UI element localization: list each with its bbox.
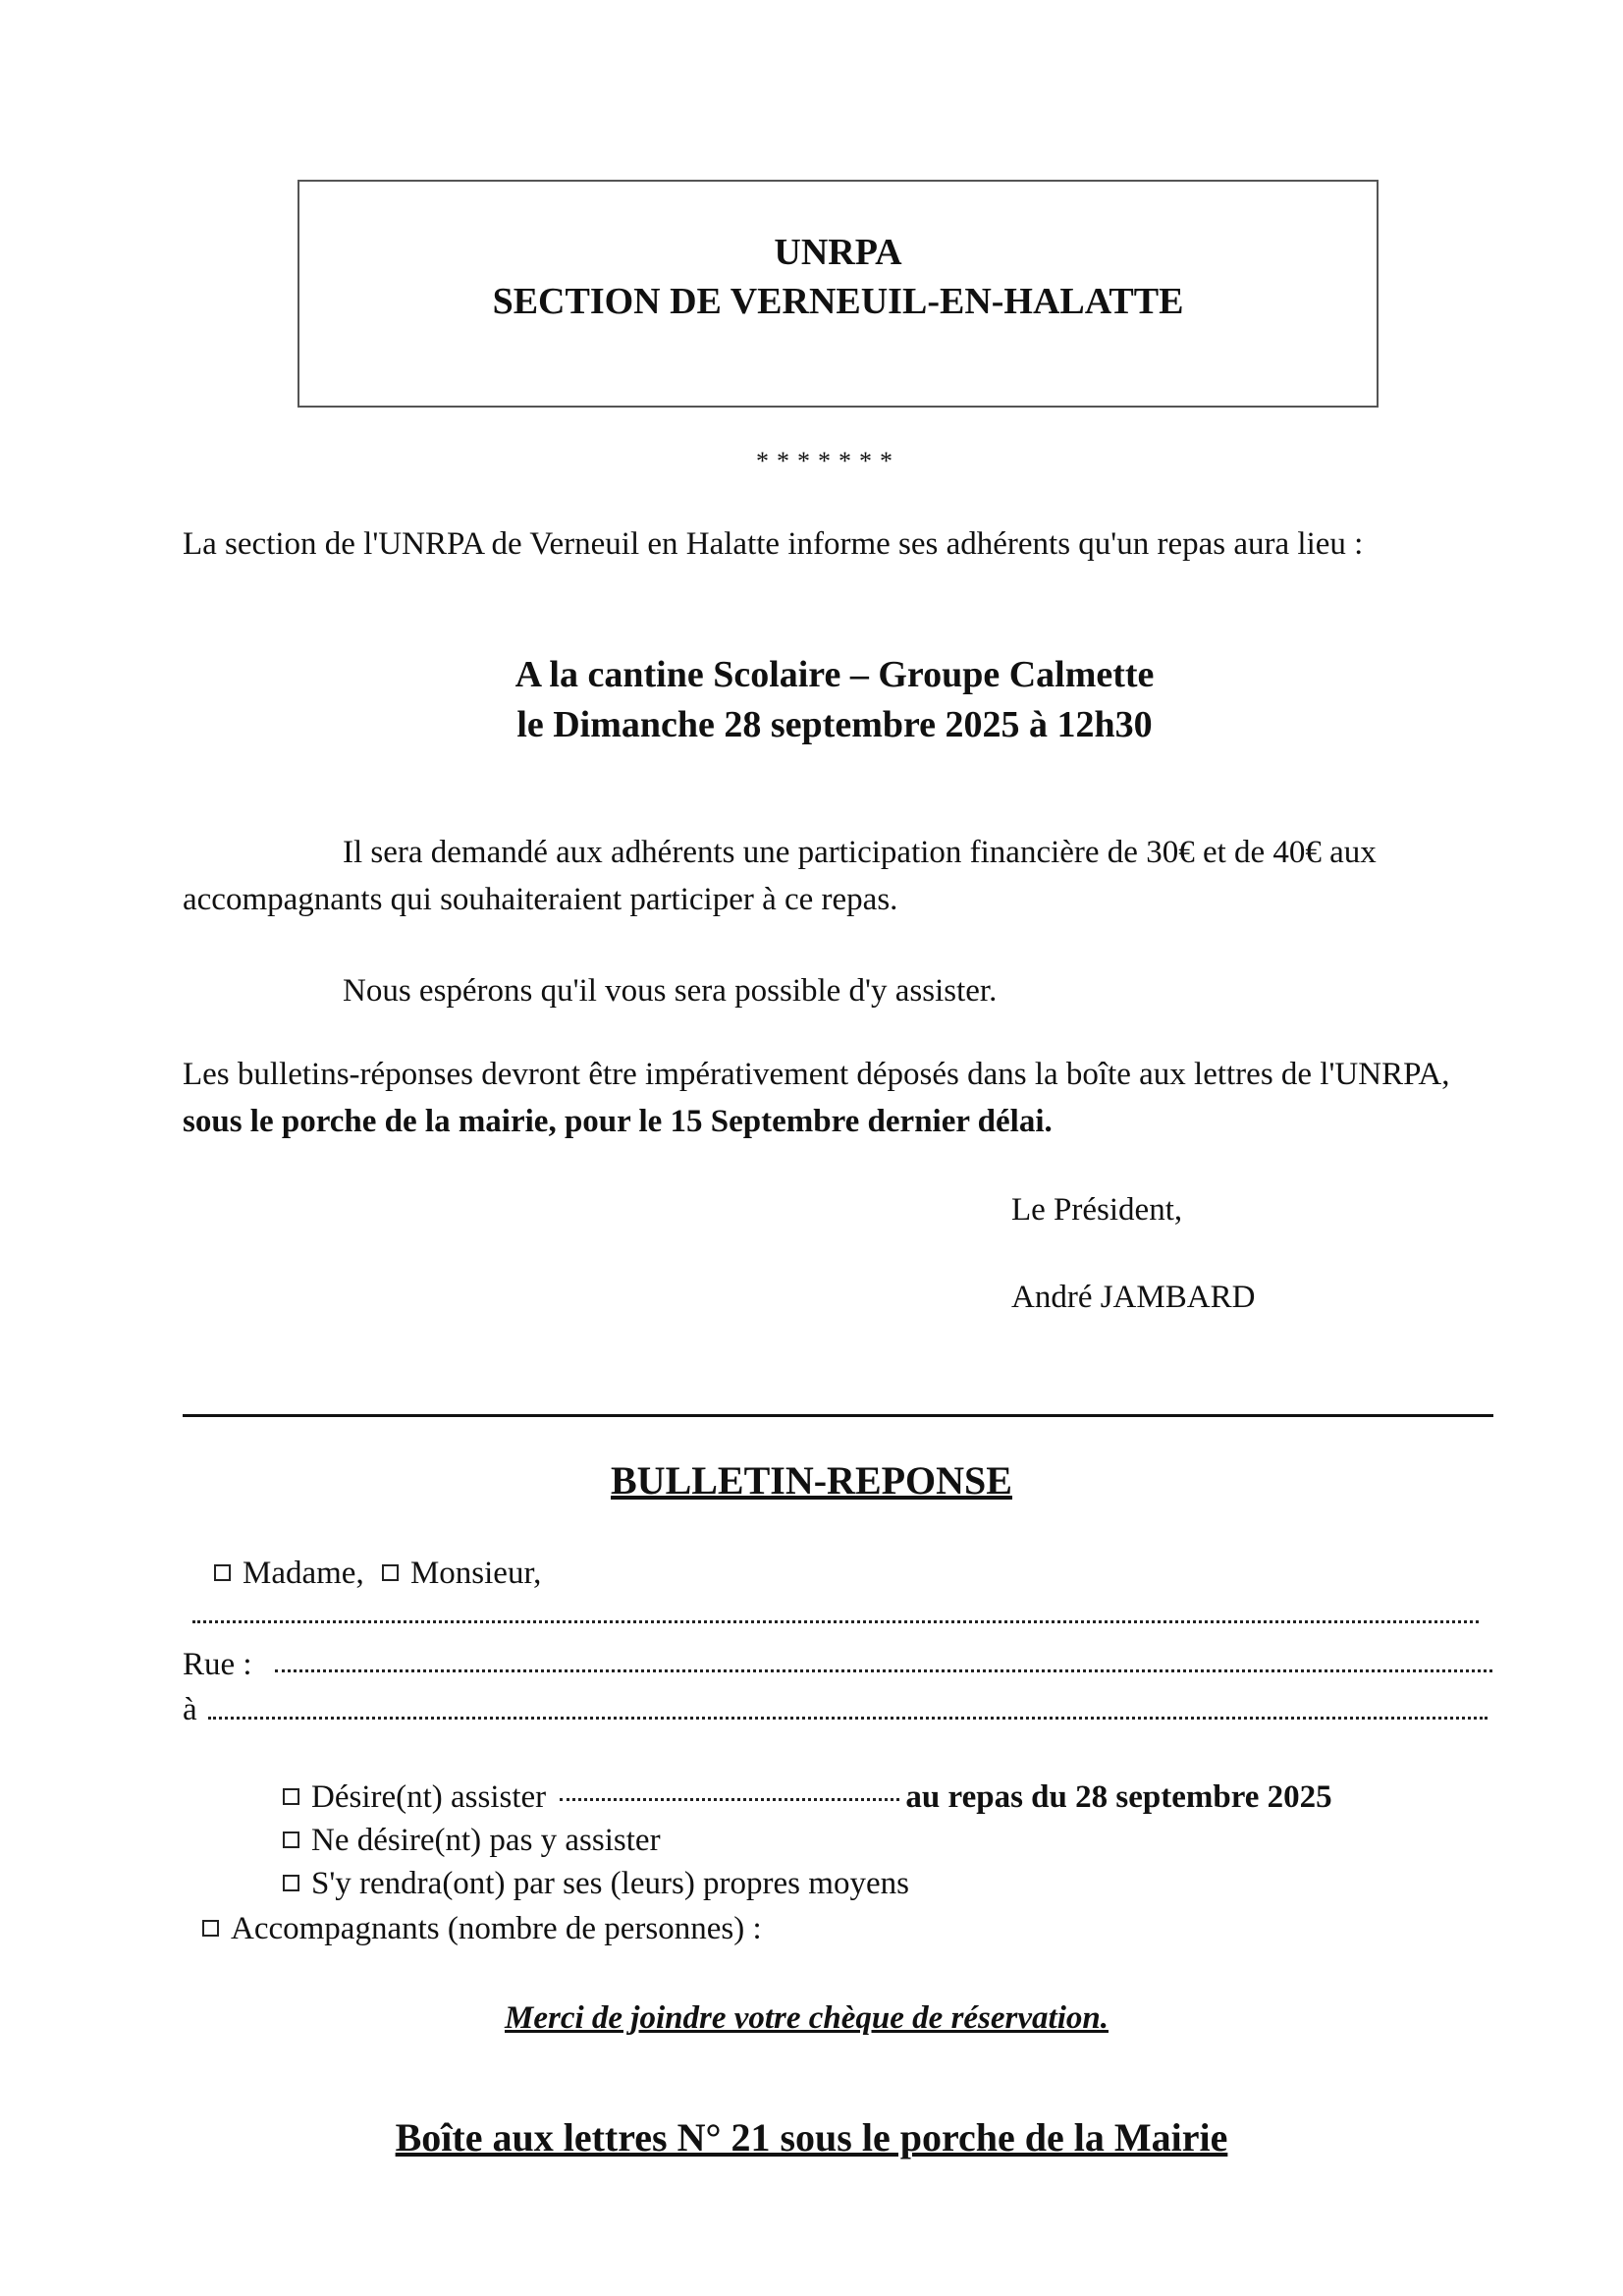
civility-row <box>214 1550 541 1597</box>
not-attend-label: Ne désire(nt) pas y assister <box>311 1823 661 1858</box>
header-box <box>298 180 1379 408</box>
name-field[interactable] <box>192 1620 1479 1623</box>
accompagnants-row <box>202 1905 762 1952</box>
attend-count-field[interactable] <box>560 1798 899 1801</box>
monsieur-label: Monsieur, <box>409 1556 542 1591</box>
intro-paragraph: La section de l'UNRPA de Verneuil en Halatte informe ses adhérents qu'un repas aura lieu : <box>183 526 1364 562</box>
signature-title: Le Président, <box>1011 1192 1183 1228</box>
event-date: le Dimanche 28 septembre 2025 à 12h30 <box>516 704 1153 745</box>
separator-stars: ******* <box>756 447 900 475</box>
bulletin-title: BULLETIN-REPONSE <box>611 1458 1012 1503</box>
accompagnants-checkbox[interactable] <box>202 1920 219 1937</box>
option-attend-row <box>283 1774 1510 1821</box>
attend-label: Désire(nt) assister <box>311 1779 547 1815</box>
mailbox-note: Boîte aux lettres N° 21 sous le porche de la Mairie <box>395 2115 1228 2159</box>
section-divider <box>183 1414 1493 1417</box>
madame-label: Madame, <box>243 1556 364 1591</box>
attend-checkbox[interactable] <box>283 1788 299 1805</box>
own-means-checkbox[interactable] <box>283 1875 299 1891</box>
option-own-means-row <box>283 1860 909 1907</box>
not-attend-checkbox[interactable] <box>283 1831 299 1848</box>
deposit-paragraph <box>183 1051 1488 1145</box>
madame-checkbox[interactable] <box>214 1564 231 1581</box>
deposit-text: Les bulletins-réponses devront être impérativement déposés dans la boîte aux lettres de l'UNRPA, <box>183 1057 1450 1092</box>
city-label: à <box>183 1692 197 1727</box>
city-field[interactable] <box>208 1717 1488 1720</box>
attend-suffix: au repas du 28 septembre 2025 <box>905 1779 1332 1815</box>
own-means-label: S'y rendra(ont) par ses (leurs) propres moyens <box>311 1866 909 1901</box>
participation-paragraph: Il sera demandé aux adhérents une participation financière de 30€ et de 40€ aux accompagnants qui souhaiteraient participer à ce repas. <box>183 835 1377 917</box>
monsieur-checkbox[interactable] <box>382 1564 399 1581</box>
org-name: UNRPA <box>774 232 902 273</box>
deposit-deadline: sous le porche de la mairie, pour le 15 Septembre dernier délai. <box>183 1104 1053 1139</box>
hope-paragraph: Nous espérons qu'il vous sera possible d'y assister. <box>343 973 998 1009</box>
event-location: A la cantine Scolaire – Groupe Calmette <box>514 654 1155 695</box>
merci-note: Merci de joindre votre chèque de réservation. <box>505 2000 1109 2036</box>
accompagnants-label: Accompagnants (nombre de personnes) : <box>231 1911 762 1946</box>
section-name: SECTION DE VERNEUIL-EN-HALATTE <box>492 281 1184 322</box>
rue-label: Rue : <box>183 1647 252 1682</box>
rue-field[interactable] <box>275 1669 1492 1672</box>
option-not-attend-row <box>283 1817 661 1864</box>
signature-name: André JAMBARD <box>1011 1280 1256 1315</box>
